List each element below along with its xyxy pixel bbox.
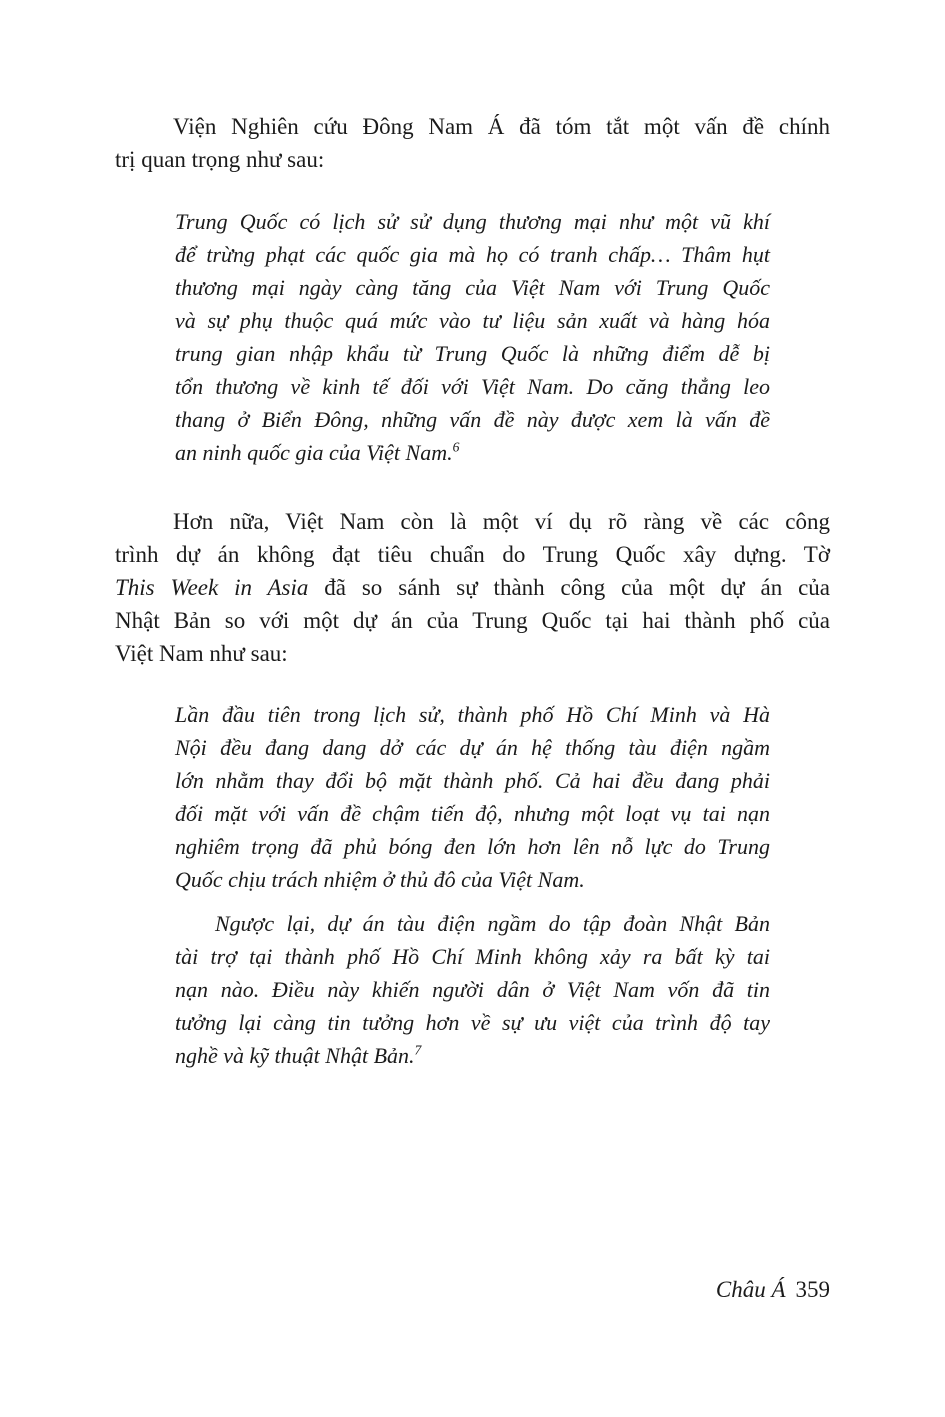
blockquote-metro-projects [175, 698, 770, 896]
text-line [175, 940, 770, 973]
text-run: an ninh quốc gia của Việt Nam. [175, 440, 453, 465]
page-number: 359 [795, 1277, 830, 1302]
running-head-section: Châu Á [715, 1277, 786, 1302]
text-run: nghề và kỹ thuật Nhật Bản. [175, 1043, 415, 1068]
text-line [115, 110, 830, 143]
text-line [175, 370, 770, 403]
blockquote-metro-projects-contrast [175, 907, 770, 1072]
text-line [175, 238, 770, 271]
text-line [175, 1006, 770, 1039]
text-line [175, 731, 770, 764]
text-line [175, 907, 770, 940]
text-line [115, 538, 830, 571]
text-run: Việt Nam như sau: [115, 641, 288, 666]
text-run: nghiêm trọng đã phủ bóng đen lớn hơn lên nỗ lực do Trung [175, 834, 770, 859]
text-line [175, 973, 770, 1006]
text-line [175, 337, 770, 370]
text-line [115, 604, 830, 637]
text-run: nạn nào. Điều này khiến người dân ở Việt Nam vốn đã tin [175, 977, 770, 1002]
text-line [115, 637, 830, 670]
text-run: tưởng lại càng tin tưởng hơn về sự ưu việt của trình độ tay [175, 1010, 770, 1035]
text-line [175, 205, 770, 238]
comparison-paragraph [115, 505, 830, 670]
text-run: thương mại ngày càng tăng của Việt Nam với Trung Quốc [175, 275, 770, 300]
text-line [175, 830, 770, 863]
text-run: Quốc chịu trách nhiệm ở thủ đô của Việt Nam. [175, 867, 585, 892]
text-line [175, 797, 770, 830]
text-line [175, 1039, 770, 1072]
text-run: Lần đầu tiên trong lịch sử, thành phố Hồ Chí Minh và Hà [175, 702, 770, 727]
text-line [115, 143, 830, 176]
text-line [115, 571, 830, 604]
text-run: đối mặt với vấn đề chậm tiến độ, nhưng một loạt vụ tai nạn [175, 801, 770, 826]
text-run: Nhật Bản so với một dự án của Trung Quốc tại hai thành phố của [115, 608, 830, 633]
text-line [175, 764, 770, 797]
footnote-ref: 6 [452, 439, 460, 455]
footnote-ref: 7 [414, 1042, 422, 1058]
text-line [175, 436, 770, 469]
text-run: Viện Nghiên cứu Đông Nam Á đã tóm tắt một vấn đề chính [173, 114, 830, 139]
text-run: trung gian nhập khẩu từ Trung Quốc là những điểm dễ bị [175, 341, 770, 366]
blockquote-trade-weapon [175, 205, 770, 469]
text-line [175, 698, 770, 731]
text-run: tài trợ tại thành phố Hồ Chí Minh không xảy ra bất kỳ tai [175, 944, 770, 969]
text-run: lớn nhằm thay đổi bộ mặt thành phố. Cả hai đều đang phải [175, 768, 770, 793]
text-line [175, 304, 770, 337]
text-run: để trừng phạt các quốc gia mà họ có tranh chấp… Thâm hụt [175, 242, 770, 267]
text-run: tổn thương về kinh tế đối với Việt Nam. Do căng thẳng leo [175, 374, 770, 399]
text-run: Trung Quốc có lịch sử sử dụng thương mại như một vũ khí [175, 209, 770, 234]
text-run: đã so sánh sự thành công của một dự án của [308, 575, 830, 600]
text-line [115, 505, 830, 538]
text-line [175, 403, 770, 436]
text-run: thang ở Biển Đông, những vấn đề này được xem là vấn đề [175, 407, 770, 432]
text-line [175, 271, 770, 304]
text-run: trình dự án không đạt tiêu chuẩn do Trung Quốc xây dựng. Tờ [115, 542, 830, 567]
page-footer [716, 1276, 830, 1304]
text-run: và sự phụ thuộc quá mức vào tư liệu sản xuất và hàng hóa [175, 308, 770, 333]
opening-paragraph [115, 110, 830, 176]
text-run: trị quan trọng như sau: [115, 147, 325, 172]
text-run: Nội đều đang dang dở các dự án hệ thống tàu điện ngầm [175, 735, 770, 760]
text-run: Hơn nữa, Việt Nam còn là một ví dụ rõ ràng về các công [173, 509, 830, 534]
cited-title: This Week in Asia [115, 575, 309, 600]
text-run: Ngược lại, dự án tàu điện ngầm do tập đoàn Nhật Bản [215, 911, 770, 936]
text-line [175, 863, 770, 896]
